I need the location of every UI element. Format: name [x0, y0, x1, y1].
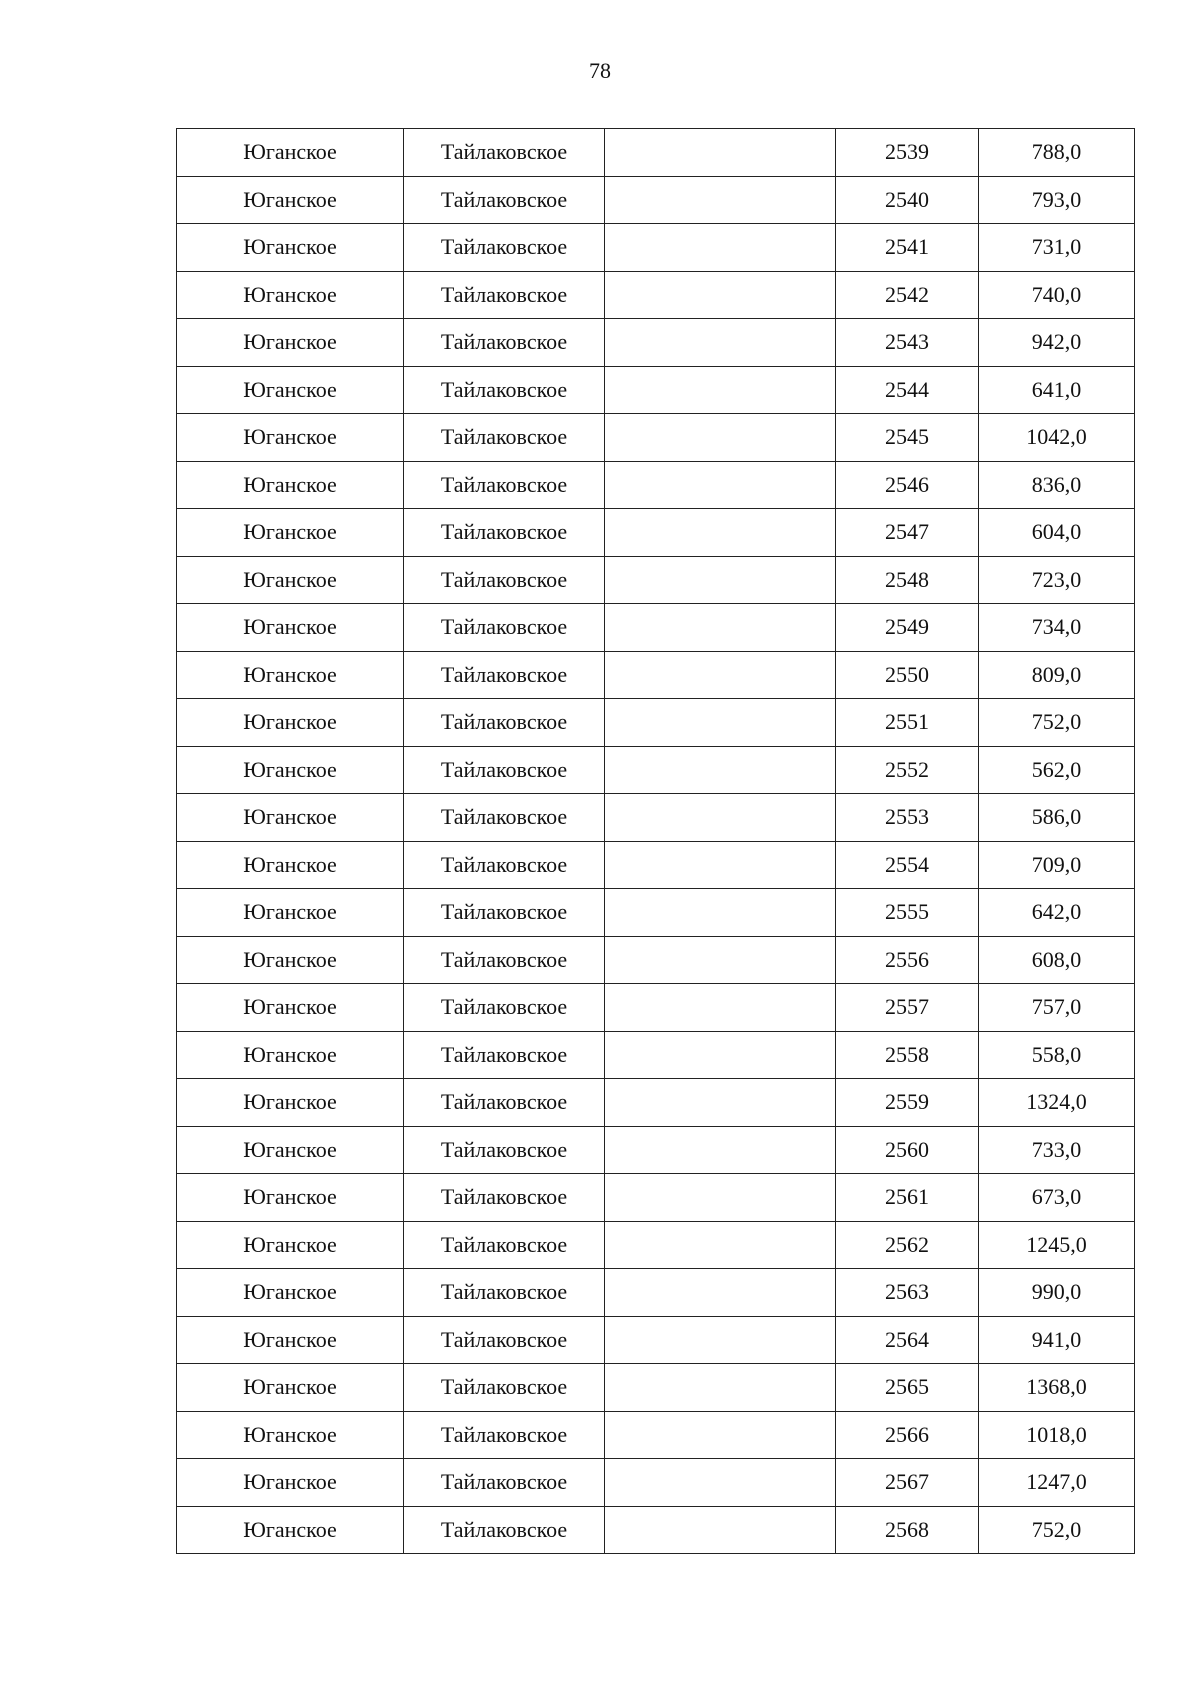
region-cell: Юганское: [177, 1364, 404, 1412]
number-cell: 2546: [836, 461, 979, 509]
region-cell: Юганское: [177, 699, 404, 747]
region-cell: Юганское: [177, 319, 404, 367]
number-cell: 2551: [836, 699, 979, 747]
field-cell: Тайлаковское: [404, 936, 605, 984]
blank-cell: [605, 1411, 836, 1459]
value-cell: 990,0: [979, 1269, 1135, 1317]
table-row: [177, 1031, 1135, 1079]
number-cell: 2567: [836, 1459, 979, 1507]
blank-cell: [605, 556, 836, 604]
table-row: [177, 319, 1135, 367]
number-cell: 2556: [836, 936, 979, 984]
region-cell: Юганское: [177, 604, 404, 652]
table-row: [177, 699, 1135, 747]
blank-cell: [605, 984, 836, 1032]
table-row: [177, 1316, 1135, 1364]
field-cell: Тайлаковское: [404, 1221, 605, 1269]
table-row: [177, 651, 1135, 699]
region-cell: Юганское: [177, 1126, 404, 1174]
number-cell: 2548: [836, 556, 979, 604]
table-row: [177, 224, 1135, 272]
region-cell: Юганское: [177, 414, 404, 462]
table-row: [177, 414, 1135, 462]
value-cell: 673,0: [979, 1174, 1135, 1222]
field-cell: Тайлаковское: [404, 984, 605, 1032]
number-cell: 2564: [836, 1316, 979, 1364]
blank-cell: [605, 1126, 836, 1174]
field-cell: Тайлаковское: [404, 556, 605, 604]
value-cell: 809,0: [979, 651, 1135, 699]
table-row: [177, 604, 1135, 652]
region-cell: Юганское: [177, 1269, 404, 1317]
value-cell: 752,0: [979, 699, 1135, 747]
value-cell: 941,0: [979, 1316, 1135, 1364]
blank-cell: [605, 1079, 836, 1127]
field-cell: Тайлаковское: [404, 1126, 605, 1174]
region-cell: Юганское: [177, 271, 404, 319]
value-cell: 709,0: [979, 841, 1135, 889]
field-cell: Тайлаковское: [404, 604, 605, 652]
number-cell: 2562: [836, 1221, 979, 1269]
region-cell: Юганское: [177, 794, 404, 842]
region-cell: Юганское: [177, 1459, 404, 1507]
value-cell: 1324,0: [979, 1079, 1135, 1127]
table-row: [177, 1221, 1135, 1269]
field-cell: Тайлаковское: [404, 319, 605, 367]
table-row: [177, 1364, 1135, 1412]
table-row: [177, 461, 1135, 509]
region-cell: Юганское: [177, 889, 404, 937]
field-cell: Тайлаковское: [404, 176, 605, 224]
number-cell: 2557: [836, 984, 979, 1032]
table-row: [177, 1506, 1135, 1554]
number-cell: 2550: [836, 651, 979, 699]
field-cell: Тайлаковское: [404, 366, 605, 414]
table-row: [177, 509, 1135, 557]
data-table: [176, 128, 1135, 1554]
number-cell: 2541: [836, 224, 979, 272]
region-cell: Юганское: [177, 1079, 404, 1127]
blank-cell: [605, 366, 836, 414]
blank-cell: [605, 224, 836, 272]
number-cell: 2544: [836, 366, 979, 414]
table-row: [177, 176, 1135, 224]
blank-cell: [605, 1459, 836, 1507]
number-cell: 2555: [836, 889, 979, 937]
field-cell: Тайлаковское: [404, 1174, 605, 1222]
region-cell: Юганское: [177, 461, 404, 509]
field-cell: Тайлаковское: [404, 1031, 605, 1079]
value-cell: 740,0: [979, 271, 1135, 319]
region-cell: Юганское: [177, 841, 404, 889]
blank-cell: [605, 176, 836, 224]
blank-cell: [605, 271, 836, 319]
blank-cell: [605, 129, 836, 177]
blank-cell: [605, 699, 836, 747]
number-cell: 2554: [836, 841, 979, 889]
number-cell: 2549: [836, 604, 979, 652]
table-row: [177, 1126, 1135, 1174]
blank-cell: [605, 1316, 836, 1364]
value-cell: 942,0: [979, 319, 1135, 367]
field-cell: Тайлаковское: [404, 414, 605, 462]
field-cell: Тайлаковское: [404, 1269, 605, 1317]
field-cell: Тайлаковское: [404, 1506, 605, 1554]
value-cell: 1368,0: [979, 1364, 1135, 1412]
table-row: [177, 746, 1135, 794]
region-cell: Юганское: [177, 129, 404, 177]
value-cell: 752,0: [979, 1506, 1135, 1554]
value-cell: 1247,0: [979, 1459, 1135, 1507]
table-row: [177, 936, 1135, 984]
number-cell: 2563: [836, 1269, 979, 1317]
field-cell: Тайлаковское: [404, 1316, 605, 1364]
field-cell: Тайлаковское: [404, 1079, 605, 1127]
value-cell: 642,0: [979, 889, 1135, 937]
region-cell: Юганское: [177, 1221, 404, 1269]
value-cell: 723,0: [979, 556, 1135, 604]
number-cell: 2547: [836, 509, 979, 557]
blank-cell: [605, 936, 836, 984]
value-cell: 731,0: [979, 224, 1135, 272]
blank-cell: [605, 414, 836, 462]
blank-cell: [605, 1364, 836, 1412]
number-cell: 2542: [836, 271, 979, 319]
field-cell: Тайлаковское: [404, 271, 605, 319]
table-row: [177, 794, 1135, 842]
field-cell: Тайлаковское: [404, 509, 605, 557]
region-cell: Юганское: [177, 224, 404, 272]
table-row: [177, 1459, 1135, 1507]
value-cell: 733,0: [979, 1126, 1135, 1174]
page-number: 78: [589, 58, 611, 83]
value-cell: 586,0: [979, 794, 1135, 842]
value-cell: 836,0: [979, 461, 1135, 509]
number-cell: 2553: [836, 794, 979, 842]
field-cell: Тайлаковское: [404, 889, 605, 937]
value-cell: 604,0: [979, 509, 1135, 557]
table-row: [177, 889, 1135, 937]
number-cell: 2558: [836, 1031, 979, 1079]
value-cell: 1018,0: [979, 1411, 1135, 1459]
field-cell: Тайлаковское: [404, 794, 605, 842]
blank-cell: [605, 794, 836, 842]
value-cell: 788,0: [979, 129, 1135, 177]
table-row: [177, 1174, 1135, 1222]
blank-cell: [605, 841, 836, 889]
field-cell: Тайлаковское: [404, 1411, 605, 1459]
number-cell: 2565: [836, 1364, 979, 1412]
value-cell: 1245,0: [979, 1221, 1135, 1269]
blank-cell: [605, 889, 836, 937]
table-row: [177, 271, 1135, 319]
region-cell: Юганское: [177, 1506, 404, 1554]
value-cell: 793,0: [979, 176, 1135, 224]
blank-cell: [605, 461, 836, 509]
table-row: [177, 841, 1135, 889]
region-cell: Юганское: [177, 746, 404, 794]
field-cell: Тайлаковское: [404, 461, 605, 509]
number-cell: 2545: [836, 414, 979, 462]
blank-cell: [605, 746, 836, 794]
value-cell: 1042,0: [979, 414, 1135, 462]
blank-cell: [605, 319, 836, 367]
number-cell: 2540: [836, 176, 979, 224]
number-cell: 2543: [836, 319, 979, 367]
field-cell: Тайлаковское: [404, 746, 605, 794]
region-cell: Юганское: [177, 984, 404, 1032]
number-cell: 2561: [836, 1174, 979, 1222]
table-row: [177, 984, 1135, 1032]
value-cell: 641,0: [979, 366, 1135, 414]
region-cell: Юганское: [177, 176, 404, 224]
region-cell: Юганское: [177, 1174, 404, 1222]
region-cell: Юганское: [177, 509, 404, 557]
value-cell: 608,0: [979, 936, 1135, 984]
number-cell: 2559: [836, 1079, 979, 1127]
value-cell: 734,0: [979, 604, 1135, 652]
value-cell: 562,0: [979, 746, 1135, 794]
number-cell: 2566: [836, 1411, 979, 1459]
region-cell: Юганское: [177, 1411, 404, 1459]
number-cell: 2568: [836, 1506, 979, 1554]
value-cell: 558,0: [979, 1031, 1135, 1079]
blank-cell: [605, 604, 836, 652]
region-cell: Юганское: [177, 1316, 404, 1364]
region-cell: Юганское: [177, 651, 404, 699]
table-row: [177, 1411, 1135, 1459]
blank-cell: [605, 1221, 836, 1269]
number-cell: 2539: [836, 129, 979, 177]
number-cell: 2560: [836, 1126, 979, 1174]
region-cell: Юганское: [177, 936, 404, 984]
number-cell: 2552: [836, 746, 979, 794]
table-row: [177, 366, 1135, 414]
blank-cell: [605, 651, 836, 699]
table-row: [177, 1269, 1135, 1317]
table-body: [177, 129, 1135, 1554]
field-cell: Тайлаковское: [404, 1364, 605, 1412]
table-row: [177, 129, 1135, 177]
region-cell: Юганское: [177, 1031, 404, 1079]
field-cell: Тайлаковское: [404, 841, 605, 889]
field-cell: Тайлаковское: [404, 224, 605, 272]
table-row: [177, 1079, 1135, 1127]
field-cell: Тайлаковское: [404, 129, 605, 177]
field-cell: Тайлаковское: [404, 699, 605, 747]
blank-cell: [605, 1174, 836, 1222]
blank-cell: [605, 1269, 836, 1317]
value-cell: 757,0: [979, 984, 1135, 1032]
blank-cell: [605, 509, 836, 557]
region-cell: Юганское: [177, 556, 404, 604]
field-cell: Тайлаковское: [404, 651, 605, 699]
table-row: [177, 556, 1135, 604]
blank-cell: [605, 1031, 836, 1079]
blank-cell: [605, 1506, 836, 1554]
field-cell: Тайлаковское: [404, 1459, 605, 1507]
region-cell: Юганское: [177, 366, 404, 414]
